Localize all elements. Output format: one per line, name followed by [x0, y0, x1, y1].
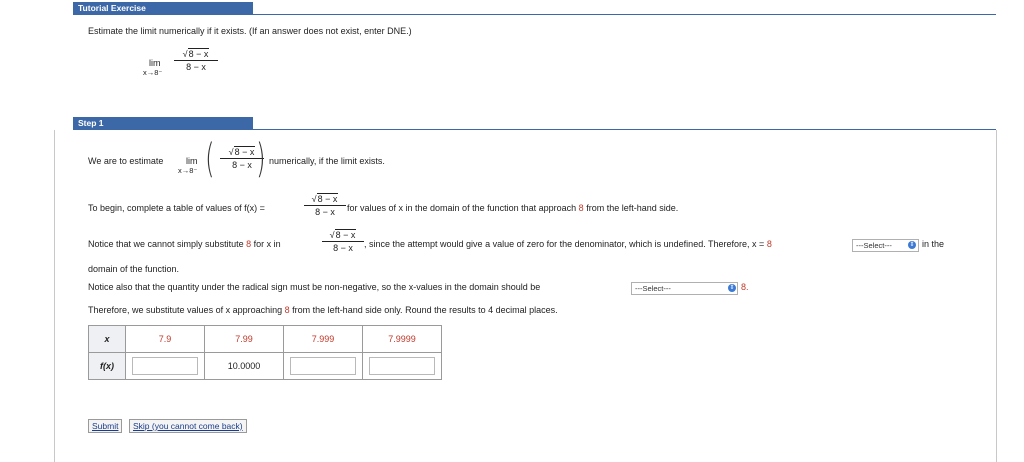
tutorial-fraction: √8 − x 8 − x	[174, 48, 218, 72]
tutorial-numerator: 8 − x	[188, 49, 209, 59]
tutorial-divider	[73, 14, 996, 15]
table-intro-post-b: from the left-hand side.	[586, 203, 679, 213]
fx-label: f(x)	[89, 353, 126, 380]
step-denominator: 8 − x	[232, 160, 252, 170]
fx-cell	[284, 353, 363, 380]
x-value-cell: 7.9	[126, 326, 205, 353]
notice1-post-text: , since the attempt would give a value of zero for the denominator, which is undefined. Therefore, x =	[364, 239, 765, 249]
domain-line: domain of the function.	[88, 264, 180, 274]
left-border	[54, 130, 55, 462]
fx-numerator: 8 − x	[317, 194, 338, 204]
tutorial-lim-word: lim	[149, 58, 161, 68]
left-paren: (	[205, 136, 215, 182]
step-header-label: Step 1	[78, 118, 104, 128]
fx-cell	[126, 353, 205, 380]
therefore-post: from the left-hand side only. Round the results to 4 decimal places.	[292, 305, 558, 315]
fx-fraction: √8 − x 8 − x	[304, 193, 346, 217]
notice1-denominator: 8 − x	[333, 243, 353, 253]
therefore-text	[88, 305, 558, 315]
tutorial-denominator: 8 − x	[186, 62, 206, 72]
estimate-text: We are to estimate	[88, 156, 164, 166]
notice1-pre-text: Notice that we cannot simply substitute	[88, 239, 244, 249]
table-intro-value: 8	[578, 203, 584, 213]
fx-cell: 10.0000	[205, 353, 284, 380]
tutorial-header-label: Tutorial Exercise	[78, 3, 146, 13]
step-divider	[73, 129, 996, 130]
notice1-select-label: ---Select---	[856, 241, 892, 250]
table-intro-pre: To begin, complete a table of values of f(x) =	[88, 203, 265, 213]
notice1-end: in the	[922, 239, 945, 249]
table-intro-post	[347, 203, 678, 213]
notice2-select[interactable]	[631, 282, 738, 295]
therefore-value: 8	[284, 305, 290, 315]
notice1-pre	[88, 239, 281, 249]
x-value-cell: 7.999	[284, 326, 363, 353]
fx-input[interactable]	[369, 357, 435, 375]
fx-cell	[363, 353, 442, 380]
step-numerator: 8 − x	[234, 147, 255, 157]
skip-button[interactable]: Skip (you cannot come back)	[129, 419, 247, 433]
fx-input[interactable]	[132, 357, 198, 375]
fx-input[interactable]	[290, 357, 356, 375]
notice1-mid: for x in	[253, 239, 281, 249]
estimate-post-text: numerically, if the limit exists.	[269, 156, 385, 166]
right-border	[996, 130, 997, 462]
notice1-value: 8	[246, 239, 252, 249]
fx-denominator: 8 − x	[315, 207, 335, 217]
step-lim-subscript: x→8⁻	[178, 166, 198, 175]
submit-button[interactable]: Submit	[88, 419, 122, 433]
step-lim-word: lim	[186, 156, 198, 166]
notice1-fraction: √8 − x 8 − x	[322, 229, 364, 253]
table-intro-text	[88, 203, 265, 213]
notice1-post	[364, 239, 772, 249]
step-fraction: √8 − x 8 − x	[220, 146, 264, 170]
select-arrow-icon[interactable]: ⇕	[729, 285, 735, 291]
tutorial-prompt: Estimate the limit numerically if it exists. (If an answer does not exist, enter DNE.)	[88, 26, 412, 36]
therefore-pre: Therefore, we substitute values of x approaching	[88, 305, 283, 315]
notice1-numerator: 8 − x	[335, 230, 356, 240]
x-label: x	[89, 326, 126, 353]
table-row-fx	[89, 353, 442, 380]
values-table	[88, 325, 442, 380]
right-paren: )	[256, 136, 266, 182]
notice2-text: Notice also that the quantity under the radical sign must be non-negative, so the x-values in the domain should be	[88, 282, 541, 292]
tutorial-lim-subscript: x→8⁻	[143, 68, 163, 77]
notice1-value2: 8	[766, 239, 772, 249]
x-value-cell: 7.9999	[363, 326, 442, 353]
notice2-end: 8.	[741, 282, 749, 292]
table-intro-post-a: for values of x in the domain of the function that approach	[347, 203, 577, 213]
x-value-cell: 7.99	[205, 326, 284, 353]
notice2-select-label: ---Select---	[635, 284, 671, 293]
table-row-x	[89, 326, 442, 353]
select-arrow-icon[interactable]: ⇕	[909, 242, 915, 248]
